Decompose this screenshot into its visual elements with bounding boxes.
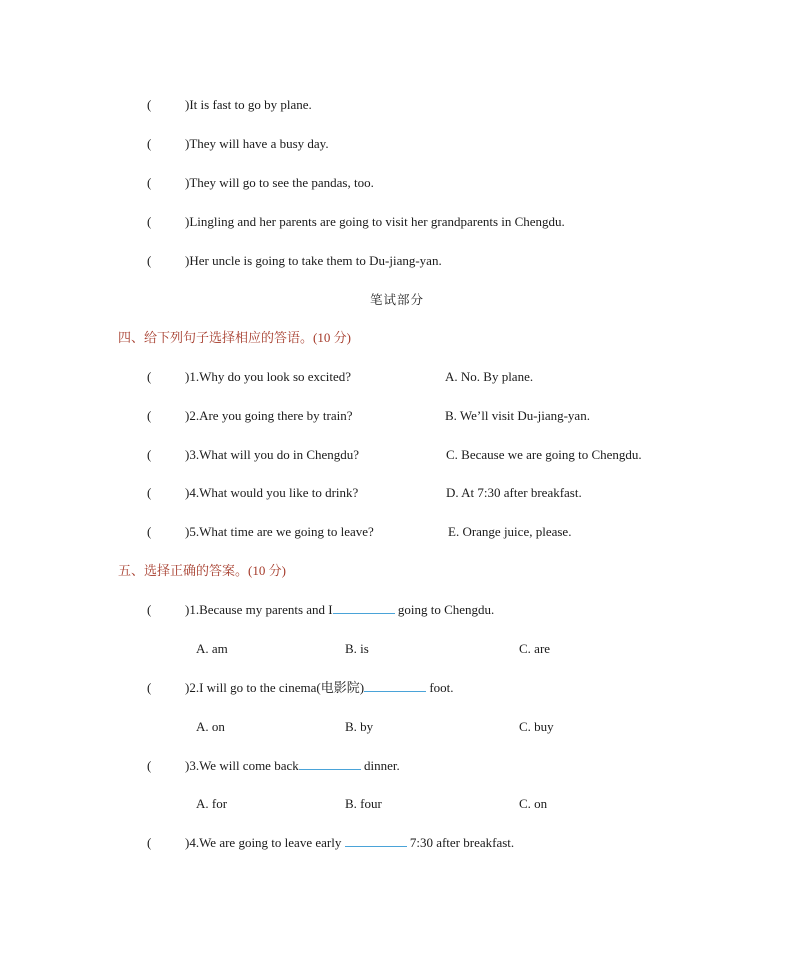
written-section-title: 笔试部分 <box>369 293 424 307</box>
listening-item <box>147 213 565 231</box>
option-b: B. four <box>345 796 382 811</box>
item-text: It is fast to go by plane. <box>189 97 312 112</box>
question-row <box>147 407 353 425</box>
answer-paren[interactable]: ( <box>147 758 152 773</box>
item-close-paren: ) <box>185 175 190 190</box>
question-text: )3.What will you do in Chengdu? <box>185 447 360 462</box>
option-c: C. are <box>519 641 551 656</box>
answer-paren[interactable]: ( <box>147 136 152 151</box>
answer-paren[interactable]: ( <box>147 408 152 423</box>
question-text: )2.Are you going there by train? <box>185 408 353 423</box>
item-text: Her uncle is going to take them to Du-jiang-yan. <box>189 253 442 268</box>
listening-item <box>147 96 312 114</box>
answer-paren[interactable]: ( <box>147 253 152 268</box>
option-c: C. buy <box>519 719 554 734</box>
answer-option: B. We’ll visit Du-jiang-yan. <box>445 408 590 423</box>
question-text-after: dinner. <box>360 758 400 773</box>
answer-paren[interactable]: ( <box>147 485 152 500</box>
option-a: A. on <box>196 719 225 734</box>
question-text-before: )2.I will go to the cinema(电影院) <box>185 680 365 695</box>
answer-option: C. Because we are going to Chengdu. <box>446 447 642 462</box>
answer-paren[interactable]: ( <box>147 680 152 695</box>
item-close-paren: ) <box>185 214 190 229</box>
option-b: B. is <box>345 641 369 656</box>
question-row <box>147 757 400 775</box>
answer-paren[interactable]: ( <box>147 447 152 462</box>
item-text: They will have a busy day. <box>189 136 329 151</box>
listening-item <box>147 135 329 153</box>
answer-paren[interactable]: ( <box>147 835 152 850</box>
question-row <box>147 601 494 619</box>
item-close-paren: ) <box>185 253 190 268</box>
answer-paren[interactable]: ( <box>147 369 152 384</box>
answer-paren[interactable]: ( <box>147 214 152 229</box>
option-a: A. for <box>196 796 228 811</box>
question-text-after: going to Chengdu. <box>394 602 495 617</box>
item-close-paren: ) <box>185 97 190 112</box>
item-close-paren: ) <box>185 136 190 151</box>
fill-blank[interactable] <box>364 679 426 692</box>
option-a: A. am <box>196 641 228 656</box>
option-c: C. on <box>519 796 548 811</box>
answer-paren[interactable]: ( <box>147 602 152 617</box>
answer-option: A. No. By plane. <box>445 369 534 384</box>
question-text: )5.What time are we going to leave? <box>185 524 374 539</box>
question-row <box>147 368 351 386</box>
answer-paren[interactable]: ( <box>147 175 152 190</box>
question-row <box>147 446 359 464</box>
question-text-after: 7:30 after breakfast. <box>406 835 515 850</box>
listening-item <box>147 174 374 192</box>
question-row <box>147 523 374 541</box>
question-row <box>147 679 454 697</box>
question-row <box>147 484 358 502</box>
fill-blank[interactable] <box>345 834 407 847</box>
question-text-after: foot. <box>426 680 454 695</box>
question-text: )4.What would you like to drink? <box>185 485 359 500</box>
listening-item <box>147 252 442 270</box>
answer-option: E. Orange juice, please. <box>448 524 572 539</box>
answer-paren[interactable]: ( <box>147 524 152 539</box>
question-text-before: )1.Because my parents and I <box>185 602 333 617</box>
question-text: )1.Why do you look so excited? <box>185 369 352 384</box>
section5-heading: 五、选择正确的答案。(10 分) <box>118 563 286 578</box>
answer-option: D. At 7:30 after breakfast. <box>446 485 582 500</box>
fill-blank[interactable] <box>299 757 361 770</box>
question-row <box>147 834 514 852</box>
fill-blank[interactable] <box>333 601 395 614</box>
option-b: B. by <box>345 719 374 734</box>
question-text-before: )3.We will come back <box>185 758 299 773</box>
item-text: They will go to see the pandas, too. <box>189 175 374 190</box>
question-text-before: )4.We are going to leave early <box>185 835 345 850</box>
section4-heading: 四、给下列句子选择相应的答语。(10 分) <box>118 330 351 345</box>
item-text: Lingling and her parents are going to visit her grandparents in Chengdu. <box>189 214 565 229</box>
answer-paren[interactable]: ( <box>147 97 152 112</box>
